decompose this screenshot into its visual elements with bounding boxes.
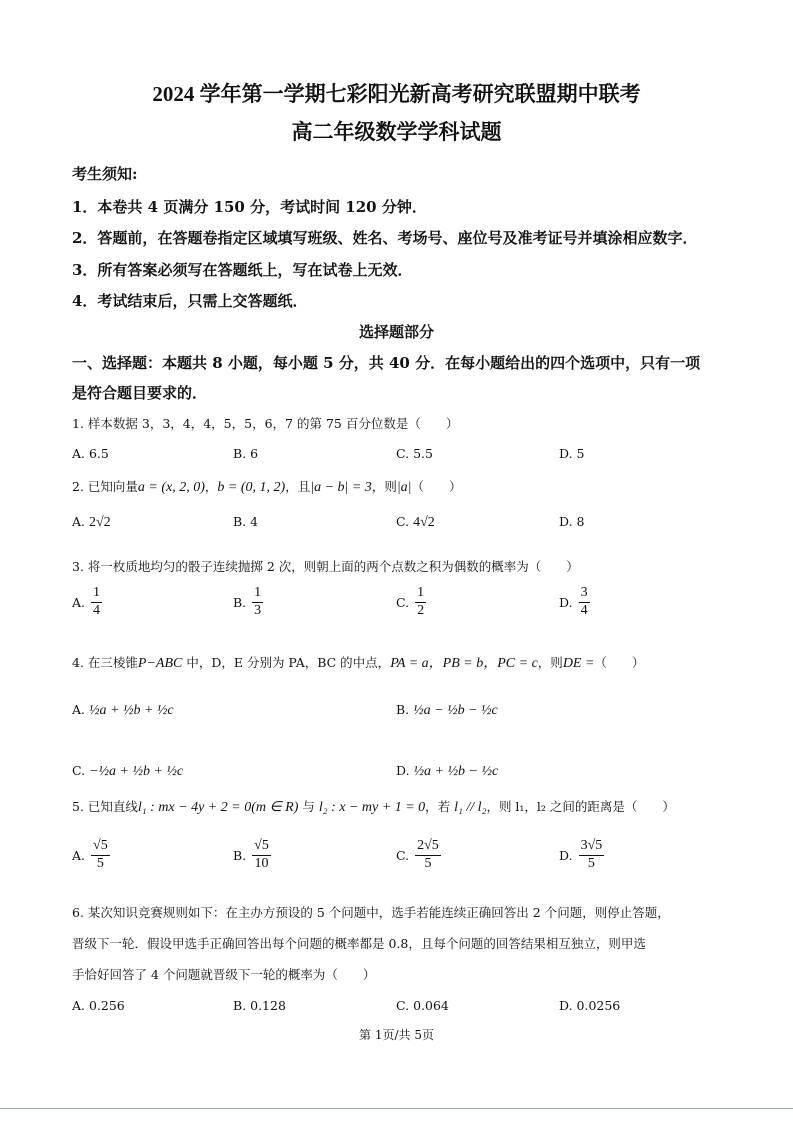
question-4-ask: DE = [562, 656, 595, 671]
question-5-option-b: B. $\frac{√5}{10}$ [233, 838, 269, 871]
question-4-vector-defs: PA = a，PB = b，PC = c [390, 656, 538, 671]
bottom-divider [0, 1108, 793, 1109]
notice-item-4: 4．考试结束后，只需上交答题纸． [72, 292, 308, 310]
question-6-option-b: B. 0.128 [233, 998, 286, 1013]
question-3-option-c: C. $\frac{1}{2}$ [396, 585, 425, 618]
question-6-line-3: 手恰好回答了 4 个问题就晋级下一轮的概率为（ ） [72, 967, 376, 982]
notice-item-3: 3．所有答案必须写在答题纸上，写在试卷上无效． [72, 261, 413, 279]
section-title: 选择题部分 [358, 323, 434, 341]
question-4-blank: （ ） [594, 655, 645, 670]
question-2-ask: |a| [396, 480, 412, 495]
vector-b-definition: b = (0, 1, 2) [217, 480, 286, 495]
notice-item-2: 2．答题前，在答题卷指定区域填写班级、姓名、考场号、座位号及准考证号并填涂相应数字． [72, 229, 698, 247]
vector-a-definition: a = (x, 2, 0) [137, 480, 205, 495]
question-1-option-c: C. 5.5 [396, 446, 433, 461]
question-4-midpoints: 中，D，E 分别为 PA，BC 的中点， [182, 655, 391, 670]
question-6-option-c: C. 0.064 [396, 998, 449, 1013]
question-2-option-d: D. 8 [559, 514, 585, 529]
exam-title: 2024 学年第一学期七彩阳光新高考研究联盟期中联考 [152, 82, 641, 106]
notice-heading: 考生须知: [72, 165, 138, 183]
question-5-connector: 与 [298, 799, 319, 814]
question-2-separator: ， [204, 479, 218, 494]
part1-instruction-line1: 一、选择题：本题共 8 小题，每小题 5 分，共 40 分．在每小题给出的四个选项中，只有一项 [72, 354, 701, 372]
question-2-condition: |a − b| = 3 [310, 480, 372, 495]
question-2-stem [72, 477, 462, 496]
question-4-connector: ，则 [537, 655, 563, 670]
question-5-prefix: 5. 已知直线 [72, 799, 138, 814]
part1-instruction-line2: 是符合题目要求的． [72, 384, 208, 402]
question-4-option-a: A. ½a + ½b + ½c [72, 702, 174, 718]
question-6-line-1: 6. 某次知识竞赛规则如下：在主办方预设的 5 个问题中，选手若能连续正确回答出 2 个问题，则停止答题， [72, 905, 670, 920]
question-5-option-a: A. $\frac{√5}{5}$ [72, 838, 108, 871]
question-4-option-d: D. ½a + ½b − ½c [396, 763, 499, 779]
question-2-option-c: C. 4√2 [396, 514, 435, 530]
question-6-option-d: D. 0.0256 [559, 998, 621, 1013]
notice-item-1: 1．本卷共 4 页满分 150 分，考试时间 120 分钟． [72, 198, 427, 216]
question-2-blank: （ ） [411, 479, 462, 494]
line-l2-equation: l₂ : x − my + 1 = 0 [318, 800, 426, 815]
question-2-prefix: 2. 已知向量 [72, 479, 138, 494]
question-5-ask: ，则 l₁，l₂ 之间的距离是（ ） [486, 799, 675, 814]
question-4-prefix: 4. 在三棱锥 [72, 655, 138, 670]
question-2-connector: ，且 [285, 479, 311, 494]
question-1-stem: 1. 样本数据 3，3，4，4，5，5，6，7 的第 75 百分位数是（ ） [72, 416, 459, 431]
pyramid-name: P−ABC [137, 656, 183, 671]
question-5-connector-2: ，若 [425, 799, 455, 814]
question-3-stem: 3. 将一枚质地均匀的骰子连续抛掷 2 次，则朝上面的两个点数之积为偶数的概率为（ ） [72, 559, 579, 574]
question-1-option-a: A. 6.5 [72, 446, 109, 461]
question-3-option-d: D. $\frac{3}{4}$ [559, 585, 588, 618]
question-2-option-a: A. 2√2 [72, 514, 111, 530]
question-1-option-d: D. 5 [559, 446, 585, 461]
question-2-connector-2: ，则 [371, 479, 397, 494]
question-3-option-b: B. $\frac{1}{3}$ [233, 585, 262, 618]
question-5-option-d: D. $\frac{3√5}{5}$ [559, 838, 603, 871]
question-5-option-c: C. $\frac{2√5}{5}$ [396, 838, 439, 871]
question-5-stem [72, 797, 675, 816]
question-4-stem [72, 652, 644, 672]
question-6-option-a: A. 0.256 [72, 998, 125, 1013]
question-4-option-b: B. ½a − ½b − ½c [396, 702, 498, 718]
question-2-option-b: B. 4 [233, 514, 259, 529]
question-4-option-c: C. −½a + ½b + ½c [72, 763, 184, 779]
exam-subtitle: 高二年级数学学科试题 [291, 120, 502, 144]
page-footer: 第 1页/共 5页 [359, 1028, 434, 1042]
question-6-line-2: 晋级下一轮．假设甲选手正确回答出每个问题的概率都是 0.8，且每个问题的回答结果相互独立，则甲选 [72, 936, 646, 951]
question-3-option-a: A. $\frac{1}{4}$ [72, 585, 101, 618]
line-l1-equation: l₁ : mx − 4y + 2 = 0(m ∈ R) [137, 800, 299, 815]
question-1-option-b: B. 6 [233, 446, 259, 461]
parallel-condition: l₁ // l₂ [454, 800, 487, 815]
